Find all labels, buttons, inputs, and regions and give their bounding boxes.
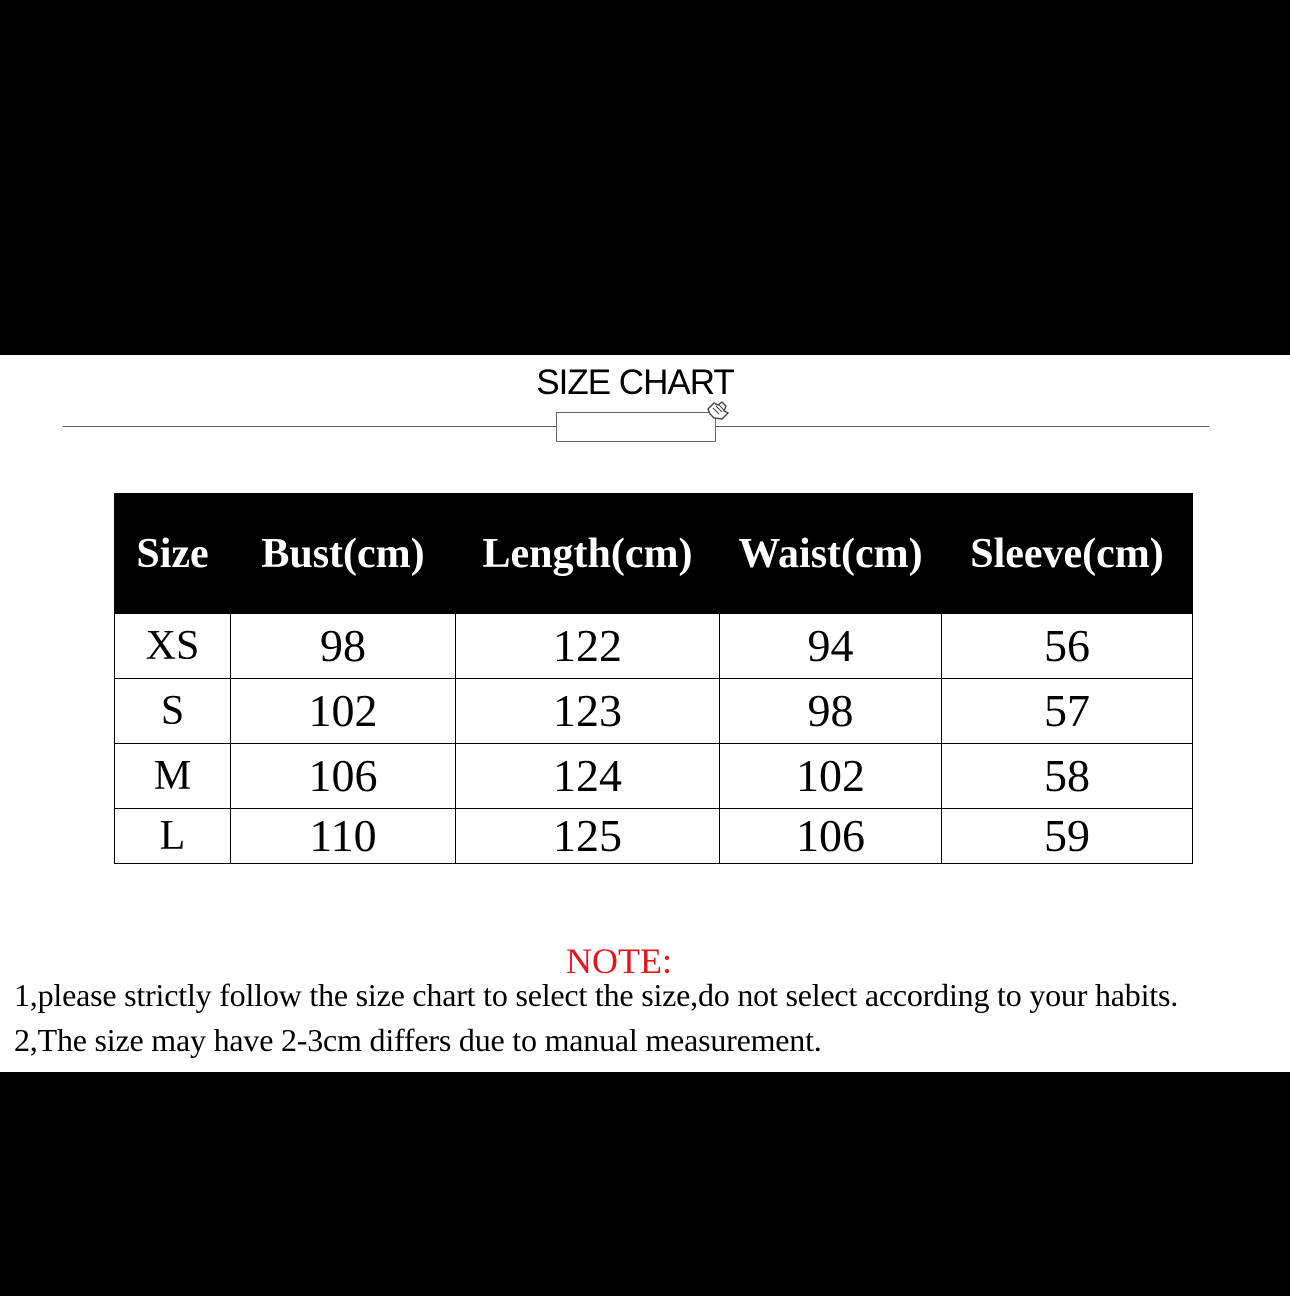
- bottom-black-band: [0, 1072, 1290, 1296]
- size-cell: M: [115, 744, 231, 809]
- table-row: [115, 614, 1193, 679]
- table-row: [115, 744, 1193, 809]
- note-line-2: 2,The size may have 2-3cm differs due to manual measurement.: [14, 1022, 822, 1058]
- table-row: [115, 679, 1193, 744]
- text-box-outline: [556, 412, 716, 442]
- bust-cell: 110: [231, 809, 456, 864]
- size-chart-sheet: [0, 355, 1290, 1072]
- header-sleeve: Sleeve(cm): [942, 494, 1193, 614]
- waist-cell: 98: [720, 679, 942, 744]
- length-cell: 123: [456, 679, 720, 744]
- size-cell: L: [115, 809, 231, 864]
- header-bust: Bust(cm): [231, 494, 456, 614]
- table-header-row: [115, 494, 1193, 614]
- bust-cell: 98: [231, 614, 456, 679]
- hand-cursor-icon: [704, 399, 730, 421]
- bust-cell: 102: [231, 679, 456, 744]
- bust-cell: 106: [231, 744, 456, 809]
- sleeve-cell: 59: [942, 809, 1193, 864]
- sleeve-cell: 57: [942, 679, 1193, 744]
- text-box-handle: [556, 417, 561, 433]
- waist-cell: 102: [720, 744, 942, 809]
- table-row: [115, 809, 1193, 864]
- sleeve-cell: 58: [942, 744, 1193, 809]
- size-cell: XS: [115, 614, 231, 679]
- length-cell: 124: [456, 744, 720, 809]
- header-length: Length(cm): [456, 494, 720, 614]
- note-heading: NOTE:: [566, 941, 672, 981]
- top-black-band: [0, 0, 1290, 355]
- note-line-1: 1,please strictly follow the size chart to select the size,do not select according to your habits.: [14, 977, 1179, 1013]
- length-cell: 125: [456, 809, 720, 864]
- header-size: Size: [115, 494, 231, 614]
- length-cell: 122: [456, 614, 720, 679]
- header-waist: Waist(cm): [720, 494, 942, 614]
- page-title: SIZE CHART: [536, 363, 734, 402]
- sleeve-cell: 56: [942, 614, 1193, 679]
- size-table: [114, 493, 1193, 864]
- waist-cell: 94: [720, 614, 942, 679]
- waist-cell: 106: [720, 809, 942, 864]
- size-cell: S: [115, 679, 231, 744]
